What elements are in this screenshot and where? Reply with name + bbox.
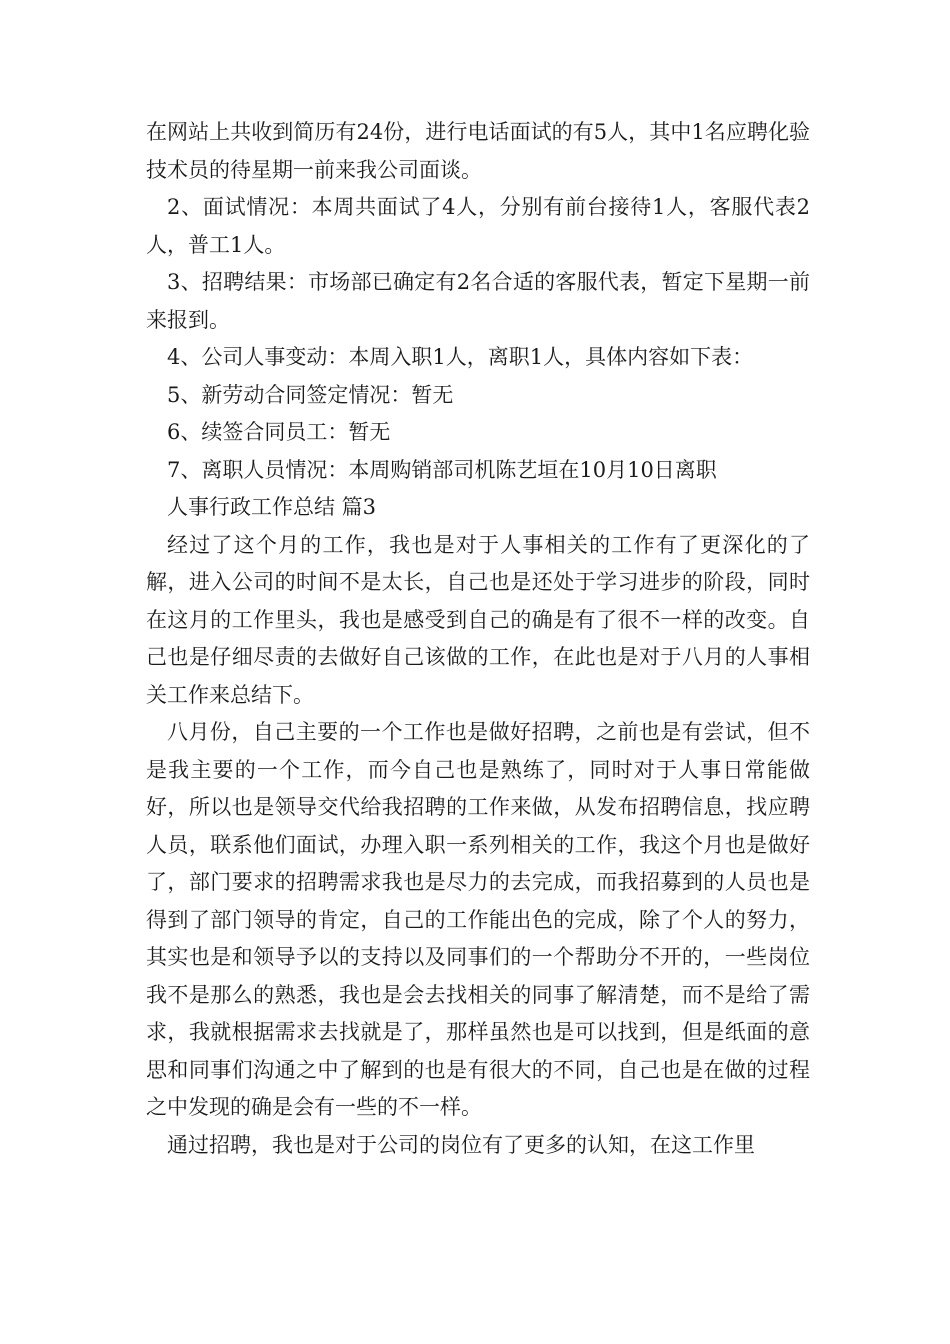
paragraph-8: 经过了这个月的工作，我也是对于人事相关的工作有了更深化的了解，进入公司的时间不是太长，自己也是还处于学习进步的阶段，同时在这月的工作里头，我也是感受到自己的确是有了很不一样的改变。自己也是仔细尽责的去做好自己该做的工作，在此也是对于八月的人事相关工作来总结下。 <box>146 532 810 707</box>
paragraph-5: 5、新劳动合同签定情况：暂无 <box>167 382 454 407</box>
paragraph-3: 3、招聘结果：市场部已确定有2名合适的客服代表，暂定下星期一前来报到。 <box>146 270 810 332</box>
paragraph-9: 八月份，自己主要的一个工作也是做好招聘，之前也是有尝试，但不是我主要的一个工作，而今自己也是熟练了，同时对于人事日常能做好，所以也是领导交代给我招聘的工作来做，从发布招聘信息，找应聘人员，联系他们面试，办理入职一系列相关的工作，我这个月也是做好了，部门要求的招聘需求我也是尽力的去完成，而我招募到的人员也是得到了部门领导的肯定，自己的工作能出色的完成，除了个人的努力，其实也是和领导予以的支持以及同事们的一个帮助分不开的，一些岗位我不是那么的熟悉，我也是会去找相关的同事了解清楚，而不是给了需求，我就根据需求去找就是了，那样虽然也是可以找到，但是纸面的意思和同事们沟通之中了解到的也是有很大的不同，自己也是在做的过程之中发现的确是会有一些的不一样。 <box>146 720 810 1119</box>
paragraph-10: 通过招聘，我也是对于公司的岗位有了更多的认知，在这工作里 <box>167 1132 755 1157</box>
paragraph-2: 2、面试情况：本周共面试了4人，分别有前台接待1人，客服代表2人，普工1人。 <box>146 195 810 257</box>
paragraph-6: 6、续签合同员工：暂无 <box>167 420 391 444</box>
document-page <box>146 114 810 1164</box>
paragraph-4: 4、公司人事变动：本周入职1人，离职1人，具体内容如下表： <box>167 345 754 369</box>
paragraph-1: 在网站上共收到简历有24份，进行电话面试的有5人，其中1名应聘化验技术员的待星期一前来我公司面谈。 <box>146 120 810 182</box>
section-heading: 人事行政工作总结 篇3 <box>167 495 377 519</box>
paragraph-7: 7、离职人员情况：本周购销部司机陈艺垣在10月10日离职 <box>167 457 717 482</box>
